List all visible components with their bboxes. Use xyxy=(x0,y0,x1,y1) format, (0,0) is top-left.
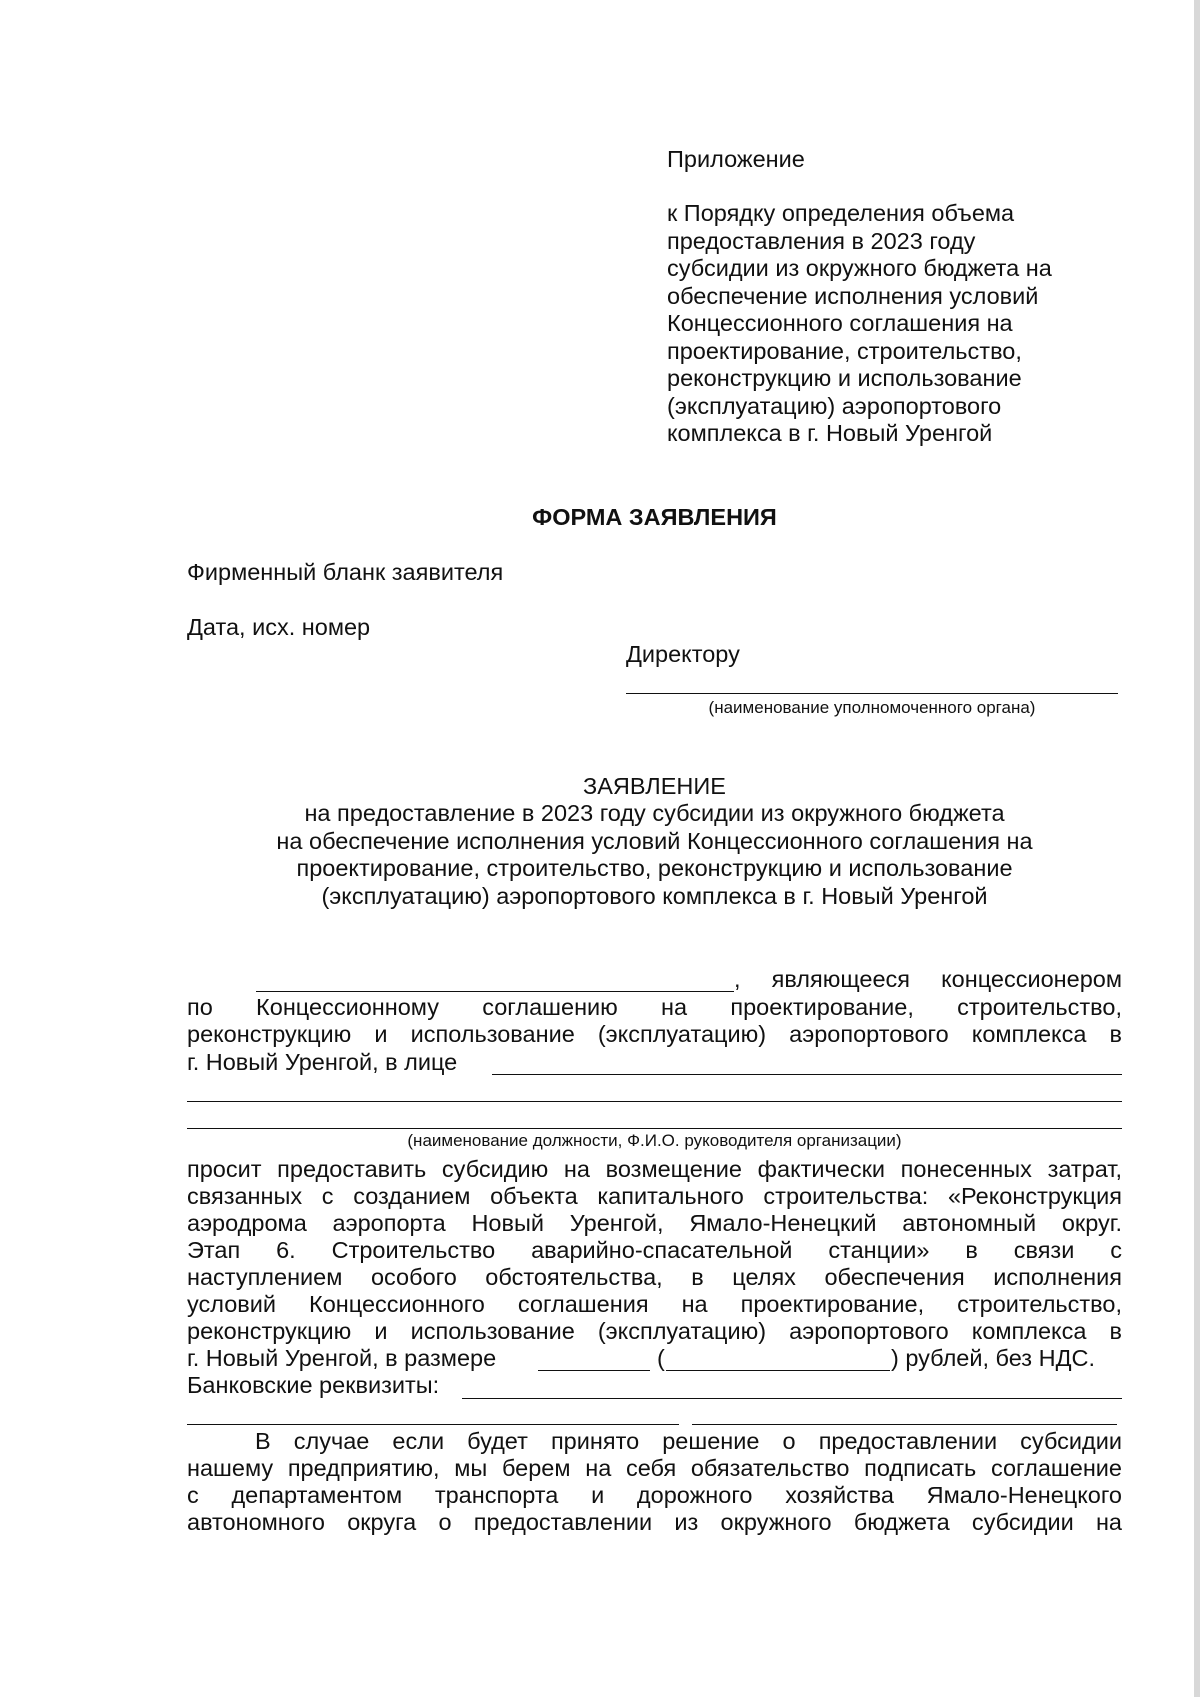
bank-details-blank-3 xyxy=(692,1424,1117,1425)
appendix-line: субсидии из окружного бюджета на xyxy=(667,255,1052,281)
appendix-line: проектирование, строительство, xyxy=(667,337,1022,364)
representative-blank-1 xyxy=(492,1074,1122,1075)
body2-line: реконструкцию и использование (эксплуатацию) аэропортового комплекса в xyxy=(187,1318,1122,1344)
addressee-blank-line xyxy=(626,693,1118,694)
date-number-label: Дата, исх. номер xyxy=(187,614,371,640)
appendix-line: предоставления в 2023 году xyxy=(667,227,976,254)
body3-line: В случае если будет принято решение о предоставлении субсидии xyxy=(255,1428,1122,1454)
appendix-description xyxy=(667,200,1052,448)
body3-line: с департаментом транспорта и дорожного хозяйства Ямало-Ненецкого xyxy=(187,1482,1122,1508)
application-subtitle-line: (эксплуатацию) аэропортового комплекса в г. Новый Уренгой xyxy=(321,882,988,909)
application-subtitle-line: проектирование, строительство, реконструкцию и использование xyxy=(296,855,1013,881)
body1-line1 xyxy=(734,966,1122,994)
body2-line: аэродрома аэропорта Новый Уренгой, Ямало-Ненецкий автономный округ. xyxy=(187,1210,1122,1236)
addressee-caption: (наименование уполномоченного органа) xyxy=(708,698,1036,717)
representative-blank-2 xyxy=(187,1101,1122,1102)
body2-line: наступлением особого обстоятельства, в целях обеспечения исполнения xyxy=(187,1264,1122,1290)
organization-name-blank xyxy=(256,991,734,992)
application-subtitle-line: на обеспечение исполнения условий Концессионного соглашения на xyxy=(276,827,1033,854)
body2-line: связанных с созданием объекта капитального строительства: «Реконструкция xyxy=(187,1183,1122,1209)
body3-line: автономного округа о предоставлении из окружного бюджета субсидии на xyxy=(187,1509,1122,1535)
appendix-line: Концессионного соглашения на xyxy=(667,310,1013,336)
body1-line2: по Концессионному соглашению на проектирование, строительство, xyxy=(187,994,1122,1020)
amount-suffix: ) рублей, без НДС. xyxy=(891,1345,1095,1371)
appendix-line: к Порядку определения объема xyxy=(667,200,1015,226)
body1-line1-text: , являющееся концессионером xyxy=(734,966,1122,992)
appendix-line: реконструкцию и использование xyxy=(667,365,1022,391)
amount-number-blank xyxy=(538,1370,650,1371)
body1-line3: реконструкцию и использование (эксплуатацию) аэропортового комплекса в xyxy=(187,1021,1122,1047)
amount-prefix: г. Новый Уренгой, в размере xyxy=(187,1345,497,1371)
amount-open-paren: ( xyxy=(657,1345,665,1371)
appendix-title: Приложение xyxy=(667,146,805,172)
form-title: ФОРМА ЗАЯВЛЕНИЯ xyxy=(532,504,777,530)
body1-line4: г. Новый Уренгой, в лице xyxy=(187,1049,458,1075)
body2-line: просит предоставить субсидию на возмещение фактически понесенных затрат, xyxy=(187,1156,1122,1182)
application-title: ЗАЯВЛЕНИЕ xyxy=(583,773,726,799)
application-subtitle-line: на предоставление в 2023 году субсидии из окружного бюджета xyxy=(304,800,1005,826)
bank-details-label: Банковские реквизиты: xyxy=(187,1372,440,1398)
appendix-line: обеспечение исполнения условий xyxy=(667,282,1039,309)
appendix-line: (эксплуатацию) аэропортового xyxy=(667,392,1002,419)
appendix-line: комплекса в г. Новый Уренгой xyxy=(667,420,993,446)
letterhead-label: Фирменный бланк заявителя xyxy=(187,559,504,585)
addressee-director: Директору xyxy=(626,641,740,667)
representative-blank-3 xyxy=(187,1128,1122,1129)
bank-details-blank-1 xyxy=(462,1398,1122,1399)
application-subtitle xyxy=(0,800,1200,910)
body3-line: нашему предприятию, мы берем на себя обязательство подписать соглашение xyxy=(187,1455,1122,1481)
body2-line: условий Концессионного соглашения на проектирование, строительство, xyxy=(187,1291,1122,1317)
amount-words-blank xyxy=(666,1370,890,1371)
body2-line: Этап 6. Строительство аварийно-спасательной станции» в связи с xyxy=(187,1237,1122,1263)
bank-details-blank-2 xyxy=(187,1424,679,1425)
representative-caption: (наименование должности, Ф.И.О. руководителя организации) xyxy=(407,1131,902,1150)
